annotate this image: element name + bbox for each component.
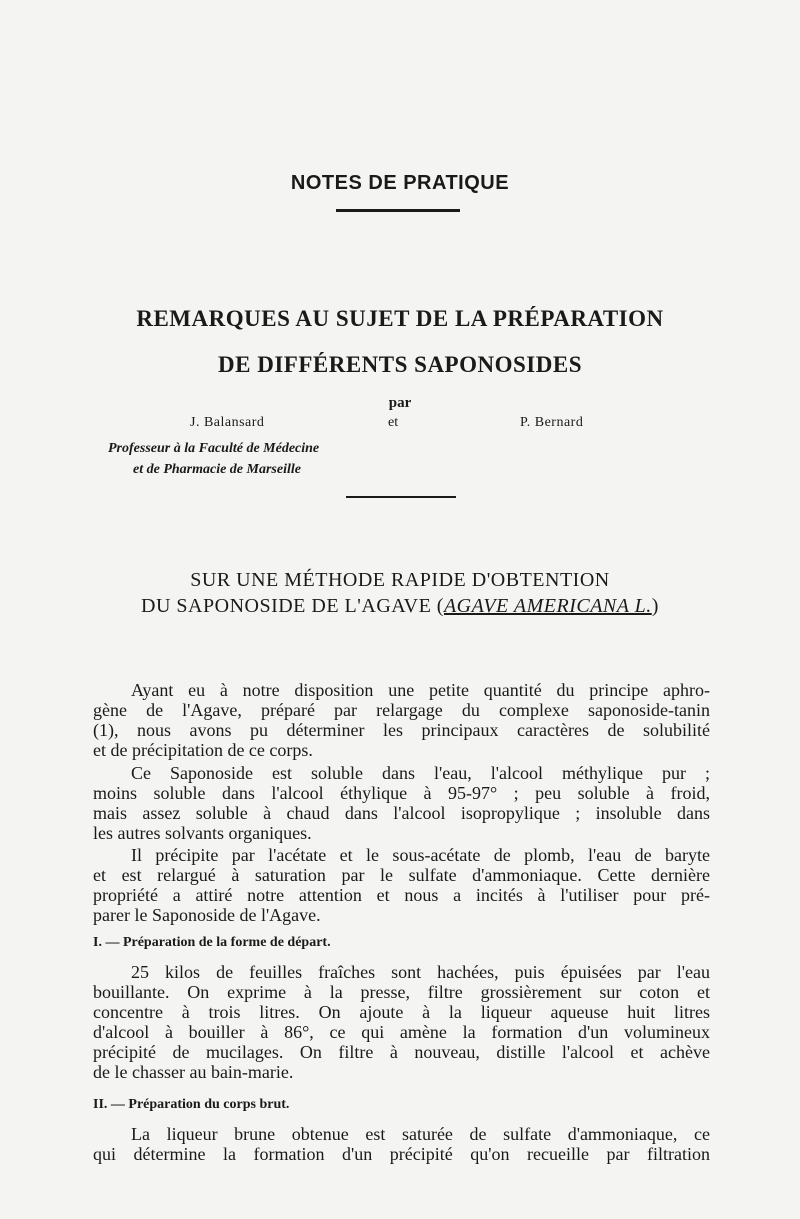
subarticle-title-species: AGAVE AMERICANA L. (443, 595, 652, 617)
section-heading-corps-brut: II. — Préparation du corps brut. (93, 1097, 290, 1112)
author-rule (346, 496, 456, 498)
text-line: parer le Saponoside de l'Agave. (93, 905, 321, 925)
paragraph-1 (93, 680, 710, 760)
subarticle-title-prefix: DU SAPONOSIDE DE L'AGAVE ( (141, 595, 444, 617)
paragraph-3 (93, 845, 710, 925)
subarticle-title-suffix: ) (651, 595, 659, 617)
text-line: Ayant eu à notre disposition une petite quantité du principe aphro- (131, 680, 710, 700)
text-line: propriété a attiré notre attention et nous a incités à l'utiliser pour pré- (93, 885, 710, 905)
text-line: concentre à trois litres. On ajoute à la liqueur aqueuse huit litres (93, 1002, 710, 1022)
subarticle-title-line2 (0, 595, 800, 618)
text-line: et de précipitation de ce corps. (93, 740, 313, 760)
author-bernard: P. Bernard (520, 415, 584, 430)
text-line: (1), nous avons pu déterminer les principaux caractères de solubilité (93, 720, 710, 740)
text-line: Ce Saponoside est soluble dans l'eau, l'alcool méthylique pur ; (131, 763, 710, 783)
text-line: Il précipite par l'acétate et le sous-acétate de plomb, l'eau de baryte (131, 845, 710, 865)
text-line: précipité de mucilages. On filtre à nouveau, distille l'alcool et achève (93, 1042, 710, 1062)
affiliation-line2: et de Pharmacie de Marseille (133, 462, 301, 477)
text-line: gène de l'Agave, préparé par relargage du complexe saponoside-tanin (93, 700, 710, 720)
text-line: 25 kilos de feuilles fraîches sont hachées, puis épuisées par l'eau (131, 962, 710, 982)
article-title-line1: REMARQUES AU SUJET DE LA PRÉPARATION (136, 306, 664, 331)
text-line: bouillante. On exprime à la presse, filtre grossièrement sur coton et (93, 982, 710, 1002)
title-rule (336, 209, 460, 212)
paragraph-5 (93, 1124, 710, 1164)
text-line: qui détermine la formation d'un précipité qu'on recueille par filtration (93, 1144, 710, 1164)
text-line: moins soluble dans l'alcool éthylique à 95-97° ; peu soluble à froid, (93, 783, 710, 803)
section-heading-preparation: I. — Préparation de la forme de départ. (93, 935, 331, 950)
text-line: La liqueur brune obtenue est saturée de sulfate d'ammoniaque, ce (131, 1124, 710, 1144)
article-title-line2: DE DIFFÉRENTS SAPONOSIDES (218, 352, 582, 377)
affiliation-line1: Professeur à la Faculté de Médecine (108, 441, 320, 456)
paragraph-4 (93, 962, 710, 1082)
text-line: d'alcool à bouiller à 86°, ce qui amène la formation d'un volumineux (93, 1022, 710, 1042)
text-line: mais assez soluble à chaud dans l'alcool isopropylique ; insoluble dans (93, 803, 710, 823)
author-conjunction: et (388, 415, 399, 430)
subarticle-title-line1: SUR UNE MÉTHODE RAPIDE D'OBTENTION (190, 569, 610, 591)
text-line: de le chasser au bain-marie. (93, 1062, 294, 1082)
text-line: et est relargué à saturation par le sulfate d'ammoniaque. Cette dernière (93, 865, 710, 885)
section-title: NOTES DE PRATIQUE (290, 172, 510, 194)
paragraph-2 (93, 763, 710, 843)
by-label: par (388, 395, 412, 411)
author-balansard: J. Balansard (190, 415, 265, 430)
text-line: les autres solvants organiques. (93, 823, 312, 843)
